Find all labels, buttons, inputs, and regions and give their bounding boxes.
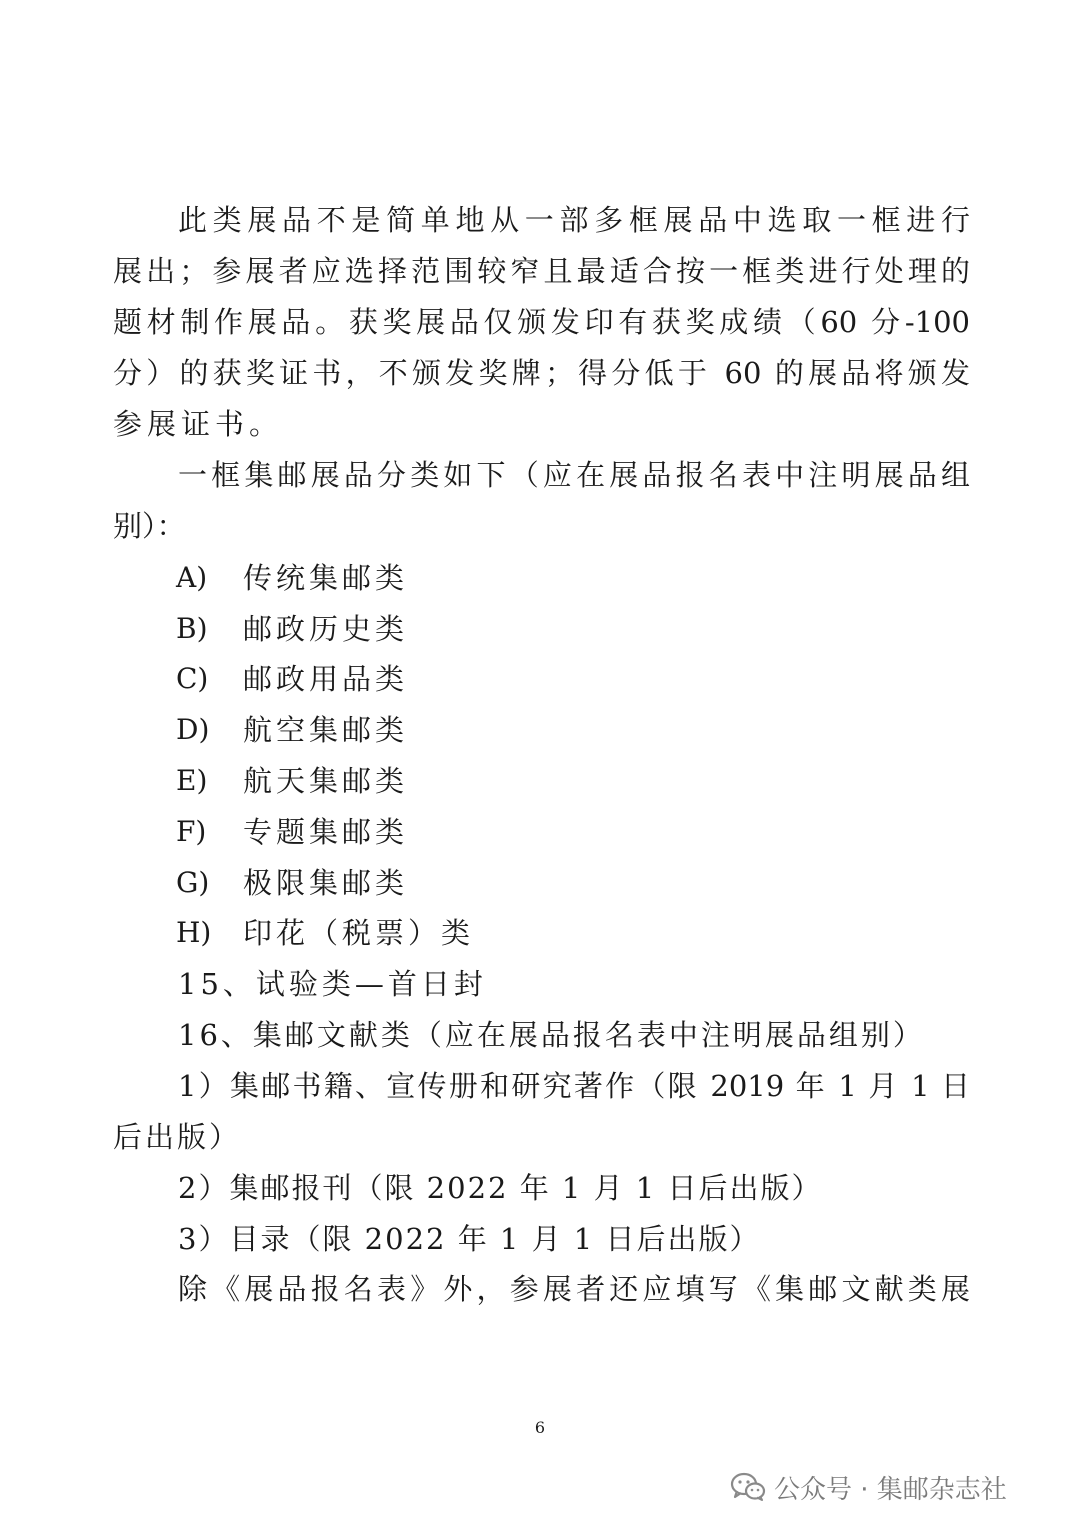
watermark: [730, 1467, 1007, 1507]
paragraph-line: 参展证书。: [113, 407, 284, 441]
category-text: 航空集邮类: [243, 713, 409, 747]
section-heading-16: 16、集邮文献类（应在展品报名表中注明展品组别）: [178, 1018, 925, 1052]
section-item: 1）集邮书籍、宣传册和研究著作（限 2019 年 1 月 1 日: [178, 1069, 970, 1103]
wechat-icon: [730, 1472, 766, 1502]
section-item: 后出版）: [113, 1120, 242, 1154]
section-heading-15: 15、试验类—首日封: [178, 967, 487, 1001]
page-number: 6: [534, 1418, 546, 1437]
paragraph-line: 分）的获奖证书，不颁发奖牌；得分低于 60 的展品将颁发: [113, 356, 970, 390]
category-text: 印花（税票）类: [243, 916, 475, 950]
paragraph-line: 别）：: [113, 509, 186, 543]
category-label: F): [176, 815, 207, 848]
paragraph-line: 除《展品报名表》外，参展者还应填写《集邮文献类展: [178, 1272, 970, 1306]
paragraph-line: 展出；参展者应选择范围较窄且最适合按一框类进行处理的: [113, 254, 970, 288]
category-text: 航天集邮类: [243, 764, 409, 798]
watermark-text: 公众号 · 集邮杂志社: [774, 1474, 1007, 1505]
category-label: E): [176, 764, 208, 797]
paragraph-line: 一框集邮展品分类如下（应在展品报名表中注明展品组: [178, 458, 970, 492]
category-label: A): [176, 561, 208, 594]
paragraph-line: 此类展品不是简单地从一部多框展品中选取一框进行: [178, 203, 970, 237]
section-item: 2）集邮报刊（限 2022 年 1 月 1 日后出版）: [178, 1171, 823, 1205]
category-text: 极限集邮类: [243, 866, 409, 900]
paragraph-line: 题材制作展品。获奖展品仅颁发印有获奖成绩（60 分-100: [113, 305, 970, 339]
category-label: B): [176, 612, 208, 645]
category-text: 邮政历史类: [243, 612, 409, 646]
category-label: C): [176, 662, 209, 695]
category-label: G): [176, 866, 210, 899]
category-text: 传统集邮类: [243, 561, 409, 595]
category-text: 邮政用品类: [243, 662, 409, 696]
section-item: 3）目录（限 2022 年 1 月 1 日后出版）: [178, 1222, 761, 1256]
category-text: 专题集邮类: [243, 815, 409, 849]
category-label: H): [176, 916, 212, 949]
category-label: D): [176, 713, 210, 746]
